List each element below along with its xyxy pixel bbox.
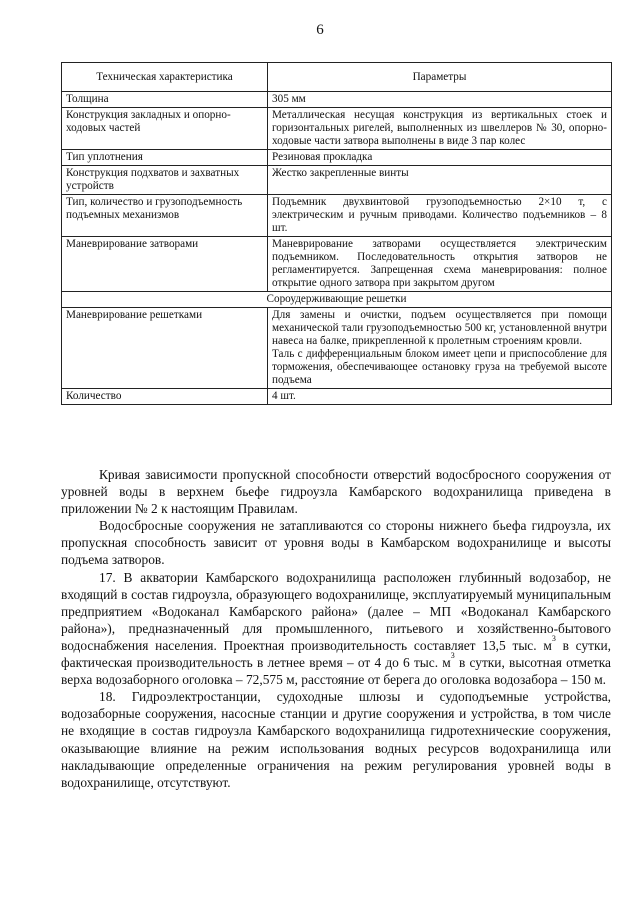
table-row	[62, 308, 612, 389]
paragraph-17-water-intake	[61, 569, 611, 689]
parameter-text: Жестко закрепленные винты	[272, 167, 409, 179]
section-title: Сороудерживающие решетки	[62, 292, 612, 308]
page-number: 6	[316, 22, 324, 38]
parameter-text: Таль с дифференциальным блоком имеет цепи и приспособление для торможения, обеспечивающее остановку груза на требуемой высоте подъема	[272, 348, 607, 386]
superscript-cubed: 3	[551, 633, 556, 643]
parameter-text: Металлическая несущая конструкция из вертикальных стоек и горизонтальных ригелей, выполненных из швеллеров № 30, опорно-ходовые части затвора выполнены в виде 3 пар колес	[272, 109, 607, 147]
technical-characteristics-table	[61, 62, 612, 405]
paragraph-discharge-curve: Кривая зависимости пропускной способности отверстий водосбросного сооружения от уровней воды в верхнем бьефе гидроузла Камбарского водохранилища приведена в приложении № 2 к настоящим Правилам.	[61, 467, 611, 517]
body-text	[61, 466, 611, 791]
table-row	[62, 150, 612, 166]
characteristic-cell: Маневрирование затворами	[62, 237, 268, 292]
parameter-text: Подъемник двухвинтовой грузоподъемностью 2×10 т, с электрическим и ручным приводами. Количество подъемников – 8 шт.	[272, 196, 607, 234]
parameter-text: Для замены и очистки, подъем осуществляется при помощи механической тали грузоподъемностью 500 кг, установленной внутри навеса на балке, прикрепленной к пролетным строениям кровли.	[272, 309, 607, 347]
parameter-cell	[268, 195, 612, 237]
table-row	[62, 237, 612, 292]
parameter-cell	[268, 237, 612, 292]
parameter-cell	[268, 92, 612, 108]
characteristic-cell: Маневрирование решетками	[62, 308, 268, 389]
parameter-text: 4 шт.	[272, 390, 296, 402]
parameter-cell	[268, 389, 612, 405]
p17-text-b: в сутки, фактическая производительность в летнее время – от 4 до 6 тыс. м	[61, 637, 611, 671]
table-row	[62, 195, 612, 237]
table-row	[62, 108, 612, 150]
characteristic-cell: Количество	[62, 389, 268, 405]
characteristic-cell: Толщина	[62, 92, 268, 108]
table-row	[62, 389, 612, 405]
header-characteristic: Техническая характеристика	[62, 63, 268, 92]
parameter-cell	[268, 108, 612, 150]
parameter-text: Маневрирование затворами осуществляется электрическим подъемником. Последовательность открытия затворов не регламентируется. Запрещенная схема маневрирования: полное открытие одного затвора при закрытом другом	[272, 238, 607, 289]
table-row	[62, 166, 612, 195]
table-header-row	[62, 63, 612, 92]
header-parameters: Параметры	[268, 63, 612, 92]
section-row	[62, 292, 612, 308]
parameter-cell	[268, 308, 612, 389]
superscript-cubed: 3	[450, 651, 455, 661]
characteristic-cell: Тип уплотнения	[62, 150, 268, 166]
p17-text-a: 17. В акватории Камбарского водохранилища расположен глубинный водозабор, не входящий в состав гидроузла, образующего водохранилище, эксплуатируемый муниципальным предприятием «Водоканал Камбарского района» (далее – МП «Водоканал Камбарского района»), предназначенный для промышленного, питьевого и хозяйственно-бытового водоснабжения населения. Проектная производительность составляет 13,5 тыс. м	[61, 569, 611, 653]
table-row	[62, 92, 612, 108]
characteristic-cell: Конструкция закладных и опорно-ходовых частей	[62, 108, 268, 150]
parameter-text: Резиновая прокладка	[272, 151, 373, 163]
parameter-text: 305 мм	[272, 93, 306, 105]
paragraph-18-structures: 18. Гидроэлектростанции, судоходные шлюзы и судоподъемные устройства, водозаборные сооружения, насосные станции и другие сооружения и устройства, в том числе не входящие в состав гидроузла Камбарского водохранилища гидротехнические сооружения, оказывающие влияние на режим использования водных ресурсов водохранилища или накладывающие определенные ограничения на режим регулирования уровней воды в водохранилище, отсутствуют.	[61, 689, 611, 790]
parameter-cell	[268, 166, 612, 195]
characteristic-cell: Конструкция подхватов и захватных устройств	[62, 166, 268, 195]
paragraph-spillway: Водосбросные сооружения не затапливаются со стороны нижнего бьефа гидроузла, их пропускная способность зависит от уровня воды в Камбарском водохранилище и высоты подъема затворов.	[61, 518, 611, 568]
characteristic-cell: Тип, количество и грузоподъемность подъемных механизмов	[62, 195, 268, 237]
p17-text-c: в сутки, высотная отметка верха водозаборного оголовка – 72,575 м, расстояние от берега до оголовка водозабора – 150 м.	[61, 655, 612, 688]
parameter-cell	[268, 150, 612, 166]
